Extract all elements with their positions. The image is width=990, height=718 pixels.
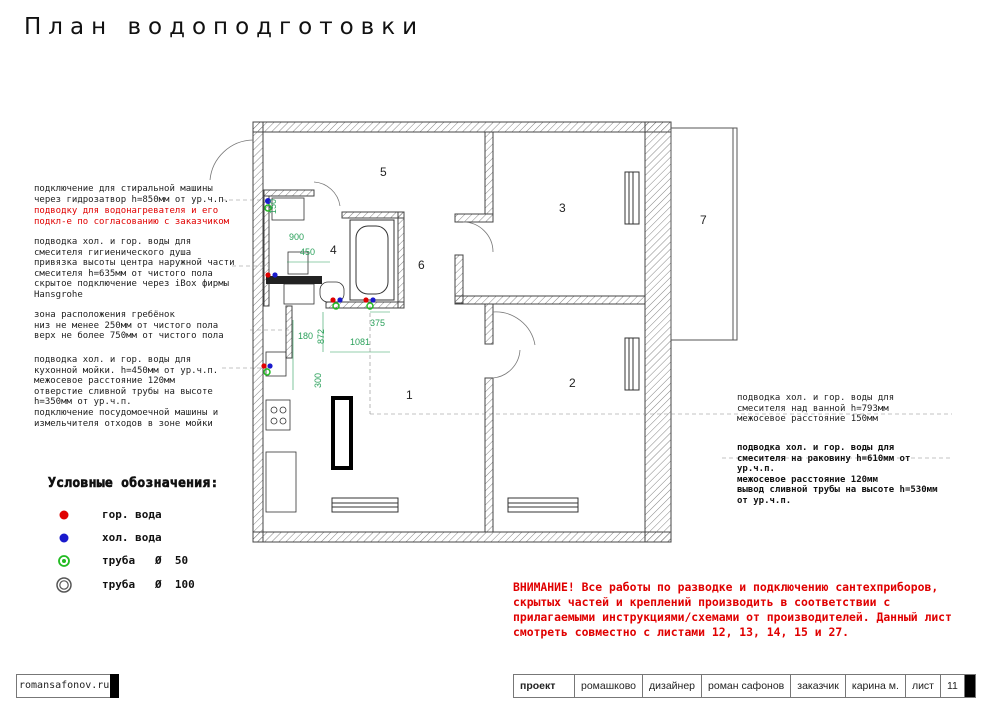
room-label: 1 bbox=[406, 388, 413, 402]
room-label: 7 bbox=[700, 213, 707, 227]
note-comb-zone: зона расположения гребёнок низ не менее 250мм от чистого пола верх не более 750мм от чистого пола bbox=[34, 310, 224, 342]
legend-label: труба Ø 50 bbox=[102, 554, 189, 567]
hot-water-icon bbox=[56, 507, 72, 523]
legend-title: Условные обозначения: bbox=[48, 476, 219, 491]
cold-water-icon bbox=[56, 530, 72, 546]
pipe-100-icon bbox=[56, 577, 72, 593]
legend-label: труба Ø 100 bbox=[102, 578, 195, 591]
note-washing-machine: подключение для стиральной машины через гидрозатвор h=850мм от ур.ч.п. bbox=[34, 184, 230, 205]
bathtub bbox=[350, 220, 394, 300]
dimension-label: 1081 bbox=[350, 337, 371, 347]
pipe-50-icon bbox=[56, 553, 72, 569]
footer-site bbox=[16, 674, 119, 698]
dimension-label: 150 bbox=[268, 198, 278, 214]
footer-block bbox=[965, 675, 975, 697]
room-label: 4 bbox=[330, 243, 337, 257]
room-label: 2 bbox=[569, 376, 576, 390]
dimension-label: 300 bbox=[313, 372, 323, 388]
title-cell: проект bbox=[514, 675, 575, 697]
note-shower: подводка хол. и гор. воды для смесителя гигиенического душа привязка высоты центра наружной части смесителя h=635мм от чистого пола скрытое подключение через iBox фирмы Hansgrohe bbox=[34, 237, 235, 300]
connection-points bbox=[261, 198, 375, 375]
page-title: План водоподготовки bbox=[24, 14, 425, 40]
note-water-heater: подводку для водонагревателя и его подкл-е по согласованию с заказчиком bbox=[34, 206, 230, 227]
dimension-label: 900 bbox=[289, 232, 305, 242]
site-url: romansafonov.ru bbox=[19, 680, 110, 691]
title-cell: заказчик bbox=[791, 675, 846, 697]
title-block bbox=[513, 674, 976, 698]
dimension-label: 180 bbox=[298, 331, 314, 341]
title-cell: лист bbox=[906, 675, 941, 697]
note-kitchen: подводка хол. и гор. воды для кухонной мойки. h=450мм от ур.ч.п. межосевое расстояние 120мм отверстие сливной трубы на высоте h=350мм от ур.ч.п. подключение посудомоечной машины и измельчителя отходов в зоне мойки bbox=[34, 355, 219, 429]
footer-block bbox=[110, 674, 119, 698]
balcony bbox=[671, 128, 737, 340]
room-label: 6 bbox=[418, 258, 425, 272]
title-cell: карина м. bbox=[846, 675, 906, 697]
legend-label: гор. вода bbox=[102, 508, 162, 521]
dimension-label: 872 bbox=[316, 328, 326, 344]
legend-label: хол. вода bbox=[102, 531, 162, 544]
title-cell: дизайнер bbox=[643, 675, 702, 697]
title-cell: 11 bbox=[941, 675, 965, 697]
title-cell: роман сафонов bbox=[702, 675, 791, 697]
room-label: 3 bbox=[559, 201, 566, 215]
note-bath: подводка хол. и гор. воды для смесителя над ванной h=793мм межосевое расстояние 150мм bbox=[737, 393, 895, 425]
note-sink: подводка хол. и гор. воды для смесителя на раковину h=610мм от ур.ч.п. межосевое расстояние 120мм вывод сливной трубы на высоте h=530мм от ур.ч.п. bbox=[737, 443, 938, 506]
room-label: 5 bbox=[380, 165, 387, 179]
kitchen-island bbox=[333, 398, 351, 468]
title-cell: ромашково bbox=[575, 675, 643, 697]
dimension-label: 450 bbox=[300, 247, 316, 257]
warning-note: ВНИМАНИЕ! Все работы по разводке и подключению сантехприборов, скрытых частей и креплений производить в соответствии с прилагаемыми инструкциями/схемами от производителей. Данный лист смотреть совместно с листами 12, 13, 14, 15 и 27. bbox=[513, 580, 952, 639]
dimension-label: 375 bbox=[370, 318, 386, 328]
